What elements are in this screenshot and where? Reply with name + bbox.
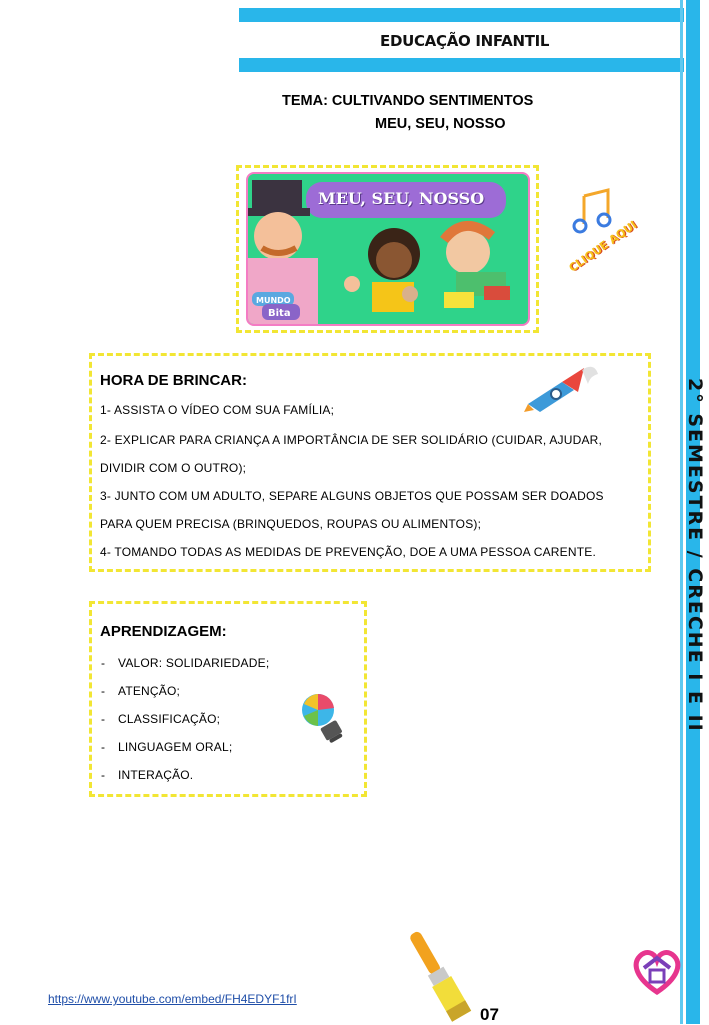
video-link[interactable]: https://www.youtube.com/embed/FH4EDYF1frI: [48, 992, 297, 1006]
video-thumbnail[interactable]: [246, 172, 530, 326]
aprendizagem-title: APRENDIZAGEM:: [100, 623, 227, 640]
music-note-icon[interactable]: [572, 188, 614, 234]
aprendizagem-dash-3: -: [101, 712, 106, 726]
page-number: 07: [480, 1005, 499, 1024]
rocket-icon: [522, 360, 600, 414]
aprendizagem-item-4: LINGUAGEM ORAL;: [118, 740, 233, 754]
header-bar-bottom: [239, 58, 684, 72]
aprendizagem-item-3: CLASSIFICAÇÃO;: [118, 712, 221, 726]
hora-line-4: 3- JUNTO COM UM ADULTO, SEPARE ALGUNS OBJETOS QUE POSSAM SER DOADOS: [100, 489, 604, 503]
aprendizagem-item-2: ATENÇÃO;: [118, 684, 181, 698]
paintbrush-icon: [396, 926, 482, 1024]
hora-de-brincar-title: HORA DE BRINCAR:: [100, 372, 247, 389]
aprendizagem-item-1: VALOR: SOLIDARIEDADE;: [118, 656, 270, 670]
school-logo-icon: [630, 944, 684, 998]
brand-line2: Bita: [268, 308, 291, 319]
brand-line1: MUNDO: [256, 296, 291, 305]
hora-line-3: DIVIDIR COM O OUTRO);: [100, 461, 247, 475]
video-illustration: [248, 174, 530, 326]
clique-aqui-link[interactable]: CLIQUE AQUI: [566, 218, 640, 275]
aprendizagem-dash-5: -: [101, 768, 106, 782]
aprendizagem-dash-4: -: [101, 740, 106, 754]
tema-subtitle: MEU, SEU, NOSSO: [375, 116, 506, 132]
side-label: 2° SEMESTRE / CRECHE I E II: [684, 378, 706, 733]
hora-line-6: 4- TOMANDO TODAS AS MEDIDAS DE PREVENÇÃO, DOE A UMA PESSOA CARENTE.: [100, 545, 596, 559]
lightbulb-icon: [300, 692, 346, 744]
hora-line-2: 2- EXPLICAR PARA CRIANÇA A IMPORTÂNCIA DE SER SOLIDÁRIO (CUIDAR, AJUDAR,: [100, 433, 603, 447]
video-title: MEU, SEU, NOSSO: [318, 189, 485, 208]
aprendizagem-item-5: INTERAÇÃO.: [118, 768, 194, 782]
hora-line-1: 1- ASSISTA O VÍDEO COM SUA FAMÍLIA;: [100, 403, 335, 417]
tema-title: TEMA: CULTIVANDO SENTIMENTOS: [282, 93, 534, 109]
aprendizagem-dash-1: -: [101, 656, 106, 670]
hora-line-5: PARA QUEM PRECISA (BRINQUEDOS, ROUPAS OU ALIMENTOS);: [100, 517, 482, 531]
header-bar-top: [239, 8, 684, 22]
header-title: EDUCAÇÃO INFANTIL: [380, 32, 550, 50]
aprendizagem-dash-2: -: [101, 684, 106, 698]
